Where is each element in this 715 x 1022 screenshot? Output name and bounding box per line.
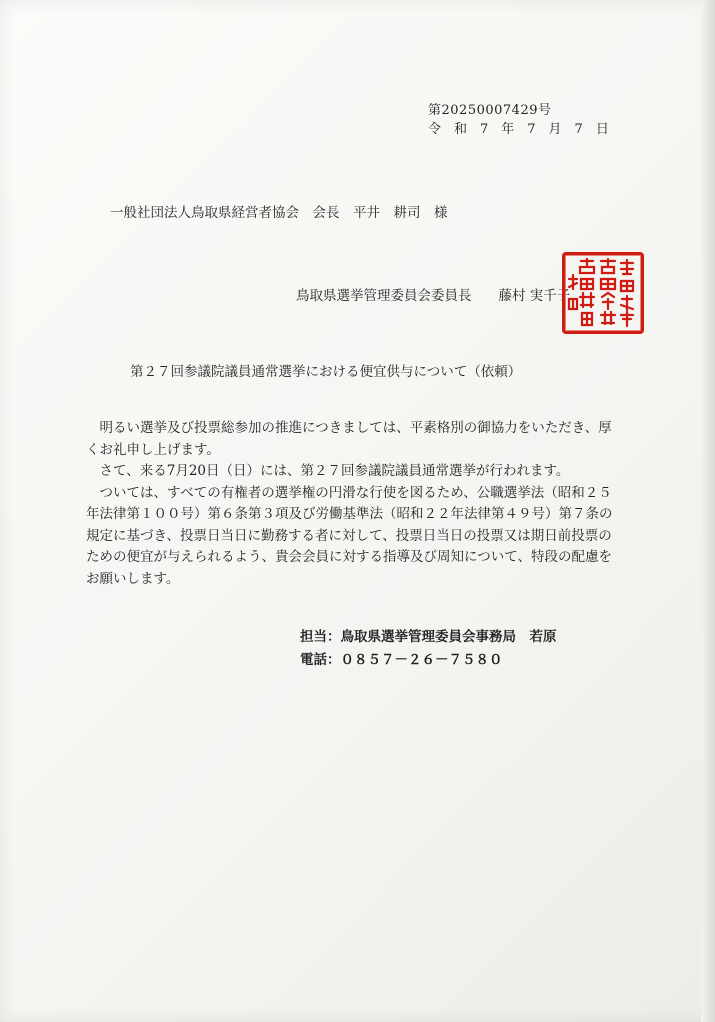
official-seal-stamp [562,252,644,334]
sender: 鳥取県選挙管理委員会委員長 藤村 実千子 [296,288,571,304]
body-paragraph: ついては、すべての有権者の選挙権の円滑な行使を図るため、公職選挙法（昭和２５年法律第１００号）第６条第３項及び労働基準法（昭和２２年法律第４９号）第７条の規定に基づき、投票日当日に勤務する者に対して、投票日当日の投票又は期日前投票のための便宜が与えられるよう、貴会会員に対する指導及び周知について、特段の配慮をお願いします。 [86,484,613,587]
addressee: 一般社団法人鳥取県経営者協会 会長 平井 耕司 様 [110,205,448,221]
letter-body [86,418,616,590]
body-paragraph: さて、来る7月20日（日）には、第２７回参議院議員通常選挙が行われます。 [99,463,570,479]
contact-person: 担当：鳥取県選挙管理委員会事務局 若原 [300,629,557,645]
document-date: 令和7年7月7日 [428,122,622,137]
seal-glyphs [565,255,641,331]
body-paragraph: 明るい選挙及び投票総参加の推進につきましては、平素格別の御協力をいただき、厚くお礼申し上げます。 [86,420,612,458]
contact-block [300,626,557,672]
document-number: 第20250007429号 [428,103,552,118]
page-edge [701,0,715,1022]
contact-phone: 電話：０８５７－２６－７５８０ [300,652,503,668]
subject-line: 第２７回参議院議員通常選挙における便宜供与について（依頼） [130,364,522,380]
